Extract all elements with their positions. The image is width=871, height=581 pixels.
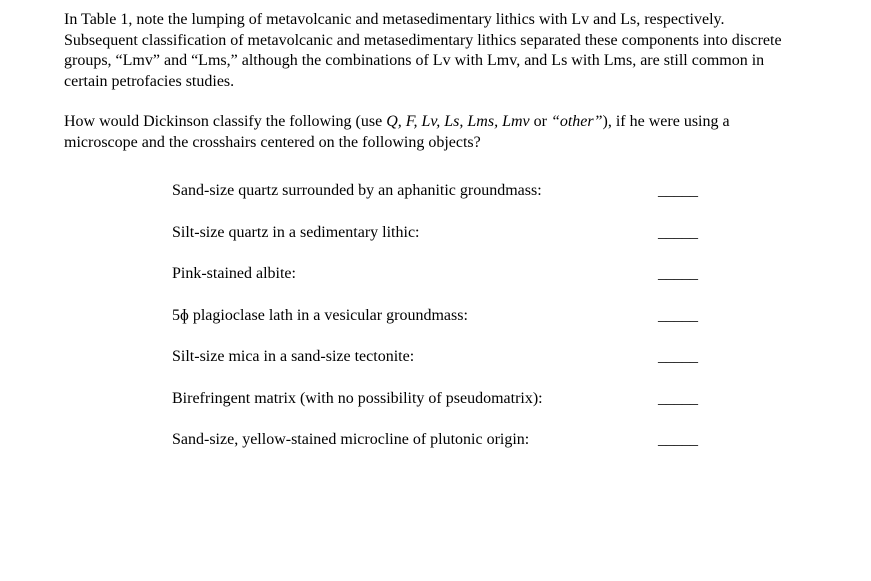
question-item — [172, 348, 712, 390]
prompt-before: How would Dickinson classify the following (use — [64, 113, 387, 130]
question-text: Sand-size, yellow-stained microcline of plutonic origin: — [172, 431, 530, 448]
answer-blank[interactable]: _____ — [658, 306, 698, 324]
answer-blank[interactable]: _____ — [658, 389, 698, 407]
question-list — [172, 182, 712, 473]
answer-blank[interactable]: _____ — [658, 223, 698, 241]
question-item — [172, 307, 712, 349]
answer-blank[interactable]: _____ — [658, 265, 698, 282]
prompt-options: Q, F, Lv, Ls, Lms, Lmv — [386, 113, 530, 130]
answer-blank[interactable]: _____ — [658, 431, 698, 448]
question-item — [172, 431, 712, 473]
prompt-other: “other” — [550, 113, 603, 130]
question-item — [172, 224, 712, 266]
question-text: Sand-size quartz surrounded by an aphanitic groundmass: — [172, 182, 542, 199]
question-text: Birefringent matrix (with no possibility of pseudomatrix): — [172, 389, 543, 407]
document-page — [64, 10, 784, 153]
answer-blank[interactable]: _____ — [658, 348, 698, 365]
answer-blank[interactable]: _____ — [658, 182, 698, 199]
question-prompt — [64, 112, 784, 153]
question-text: Silt-size mica in a sand-size tectonite: — [172, 348, 415, 365]
prompt-after: ), if he were using a microscope and the crosshairs centered on the following objects? — [64, 113, 730, 151]
question-text: Silt-size quartz in a sedimentary lithic: — [172, 223, 420, 241]
question-text: Pink-stained albite: — [172, 265, 296, 282]
question-text: 5ɸ plagioclase lath in a vesicular groundmass: — [172, 306, 468, 324]
question-item — [172, 390, 712, 432]
intro-paragraph: In Table 1, note the lumping of metavolcanic and metasedimentary lithics with Lv and Ls, respectively. Subsequent classification of metavolcanic and metasedimentary lithics separated these components into discrete groups, “Lmv” and “Lms,” although the combinations of Lv with Lmv, and Ls with Lms, are still common in certain petrofacies studies. — [64, 11, 782, 90]
question-item — [172, 265, 712, 307]
question-item — [172, 182, 712, 224]
prompt-or: or — [529, 113, 551, 130]
